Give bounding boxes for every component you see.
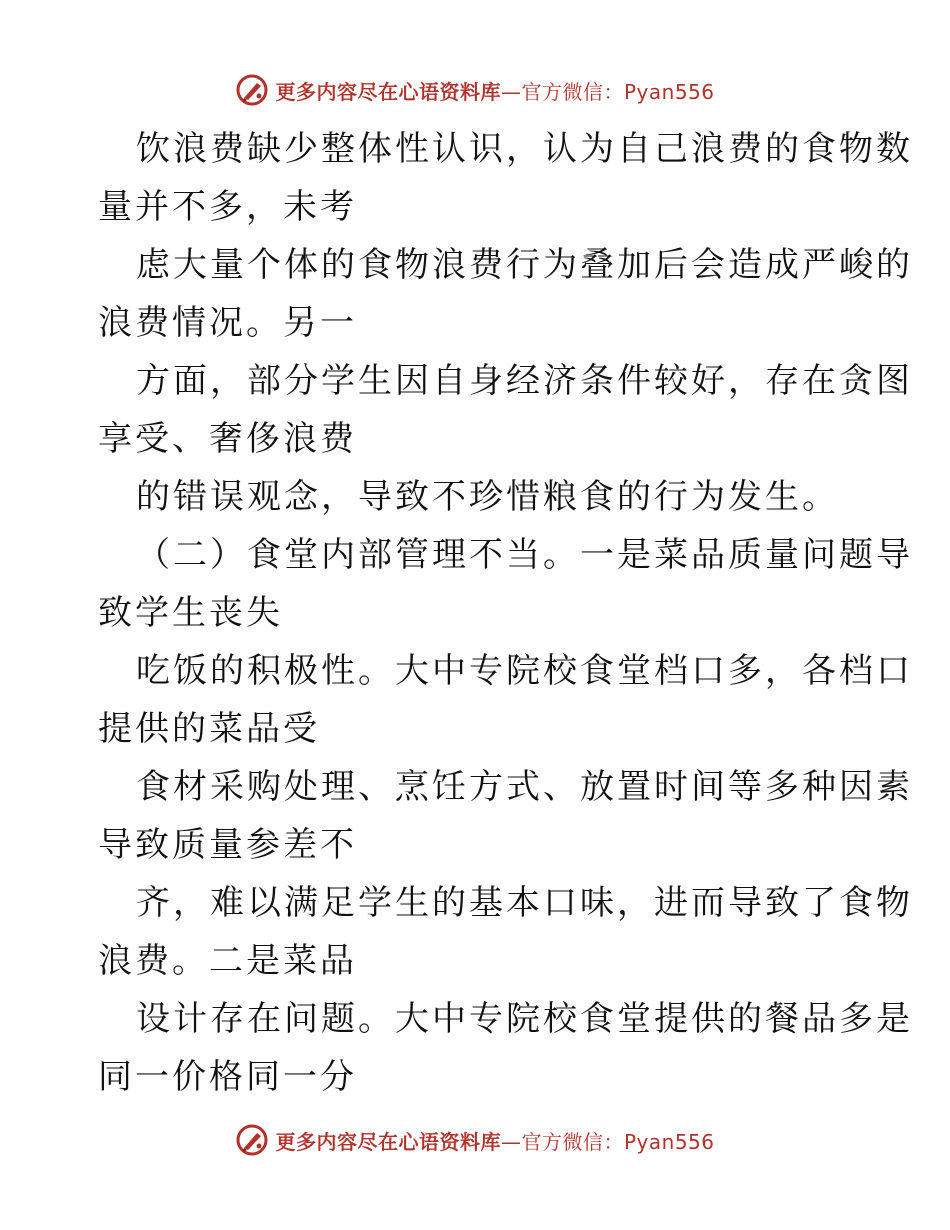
paragraph-line: 齐，难以满足学生的基本口味，进而导致了食物	[136, 883, 913, 923]
paragraph-line: 提供的菜品受	[98, 709, 320, 749]
paragraph	[98, 758, 913, 874]
paragraph-line: 设计存在问题。大中专院校食堂提供的餐品多是	[136, 999, 913, 1039]
paragraph	[98, 990, 913, 1106]
header-text	[275, 76, 714, 105]
paragraph-line: 浪费。二是菜品	[98, 941, 357, 981]
footer-banner	[0, 1120, 950, 1160]
header-wechat-label: 官方微信：	[521, 79, 624, 104]
header-wechat-id: Pyan556	[623, 79, 715, 104]
paragraph-line: 的错误观念，导致不珍惜粮食的行为发生。	[136, 477, 839, 517]
paragraph-line: 虑大量个体的食物浪费行为叠加后会造成严峻的	[136, 245, 913, 285]
footer-separator: —	[500, 1129, 522, 1154]
paragraph-line: 食材采购处理、烹饪方式、放置时间等多种因素	[136, 767, 913, 807]
header-banner	[0, 70, 950, 110]
footer-text	[275, 1126, 714, 1155]
pen-seal-icon	[235, 1123, 269, 1157]
paragraph-line: 享受、奢侈浪费	[98, 419, 357, 459]
document-body	[98, 120, 913, 1106]
paragraph	[98, 352, 913, 468]
paragraph	[98, 468, 858, 526]
footer-wechat-label: 官方微信：	[521, 1129, 624, 1154]
footer-wechat-id: Pyan556	[623, 1129, 715, 1154]
header-separator: —	[500, 79, 522, 104]
paragraph-line: 同一价格同一分	[98, 1057, 357, 1097]
paragraph	[98, 236, 913, 352]
header-brand: 更多内容尽在心语资料库	[275, 79, 501, 104]
paragraph-line: 量并不多，未考	[98, 187, 357, 227]
paragraph	[98, 642, 913, 758]
paragraph	[98, 526, 913, 642]
pen-seal-icon	[235, 73, 269, 107]
paragraph	[98, 874, 913, 990]
paragraph-line: 方面，部分学生因自身经济条件较好，存在贪图	[136, 361, 913, 401]
paragraph-line: 导致质量参差不	[98, 825, 357, 865]
paragraph	[98, 120, 913, 236]
paragraph-line: 饮浪费缺少整体性认识，认为自己浪费的食物数	[136, 129, 913, 169]
paragraph-line: 吃饭的积极性。大中专院校食堂档口多，各档口	[136, 651, 913, 691]
paragraph-line: 浪费情况。另一	[98, 303, 357, 343]
paragraph-line: （二）食堂内部管理不当。一是菜品质量问题导	[136, 535, 913, 575]
footer-brand: 更多内容尽在心语资料库	[275, 1129, 501, 1154]
paragraph-line: 致学生丧失	[98, 593, 283, 633]
